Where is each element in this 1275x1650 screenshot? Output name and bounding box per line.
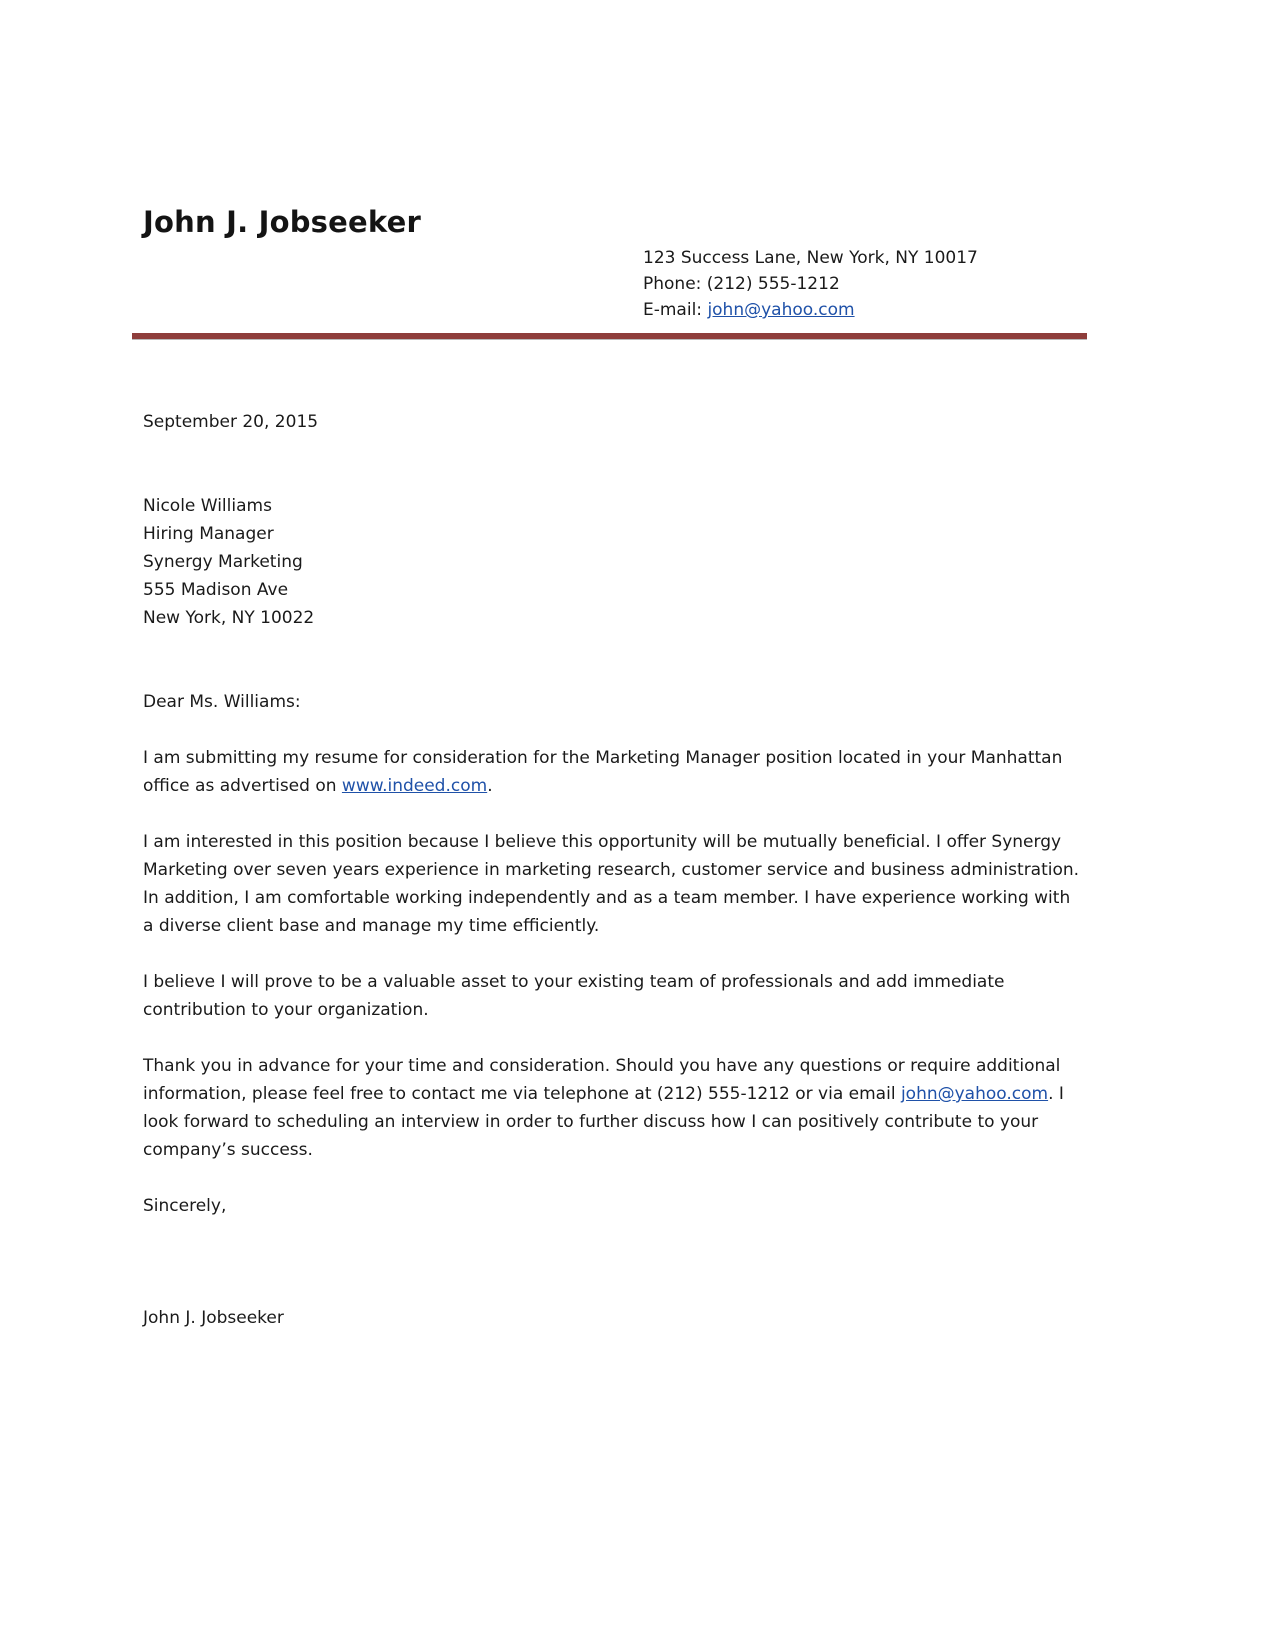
paragraph-text: . I look forward to scheduling an interview in order to further discuss how I can positively contribute to your company’s success. xyxy=(143,1084,1064,1160)
email-link-body[interactable]: john@yahoo.com xyxy=(900,1084,1049,1104)
date-line: September 20, 2015 xyxy=(143,412,319,432)
contact-email-line xyxy=(643,297,1085,323)
contact-block xyxy=(643,245,1085,323)
paragraph-text: Thank you in advance for your time and consideration. Should you have any questions or require additional information, please feel free to contact me via telephone at (212) 555-1212 or via email xyxy=(143,1056,1061,1104)
body-paragraph-2: I am interested in this position because I believe this opportunity will be mutually beneficial. I offer Synergy Marketing over seven years experience in marketing research, customer service and business administration. In addition, I am comfortable working independently and as a team member. I have experience working with a diverse client base and manage my time efficiently. xyxy=(143,832,1080,936)
signature: John J. Jobseeker xyxy=(143,1308,284,1328)
letterhead-divider xyxy=(132,333,1087,340)
paragraph-text: I am submitting my resume for consideration for the Marketing Manager position located in your Manhattan office as advertised on xyxy=(143,748,1063,796)
contact-email-label: E-mail: xyxy=(643,300,708,320)
contact-address: 123 Success Lane, New York, NY 10017 xyxy=(643,248,978,268)
page-title: John J. Jobseeker xyxy=(143,205,421,239)
indeed-link[interactable]: www.indeed.com xyxy=(341,776,488,796)
recipient-line: 555 Madison Ave xyxy=(143,580,289,600)
body-paragraph-4 xyxy=(143,1052,1085,1164)
recipient-line: Synergy Marketing xyxy=(143,552,303,572)
closing: Sincerely, xyxy=(143,1196,227,1216)
email-link[interactable]: john@yahoo.com xyxy=(707,300,855,320)
body-paragraph-1 xyxy=(143,744,1085,800)
paragraph-text: . xyxy=(487,776,493,796)
salutation: Dear Ms. Williams: xyxy=(143,692,301,712)
recipient-block xyxy=(143,492,1085,632)
recipient-line: Nicole Williams xyxy=(143,496,272,516)
contact-phone: Phone: (212) 555-1212 xyxy=(643,274,840,294)
recipient-line: New York, NY 10022 xyxy=(143,608,315,628)
recipient-line: Hiring Manager xyxy=(143,524,274,544)
body-paragraph-3: I believe I will prove to be a valuable asset to your existing team of professionals and add immediate contribution to your organization. xyxy=(143,972,1005,1020)
letter-body xyxy=(143,408,1085,1332)
